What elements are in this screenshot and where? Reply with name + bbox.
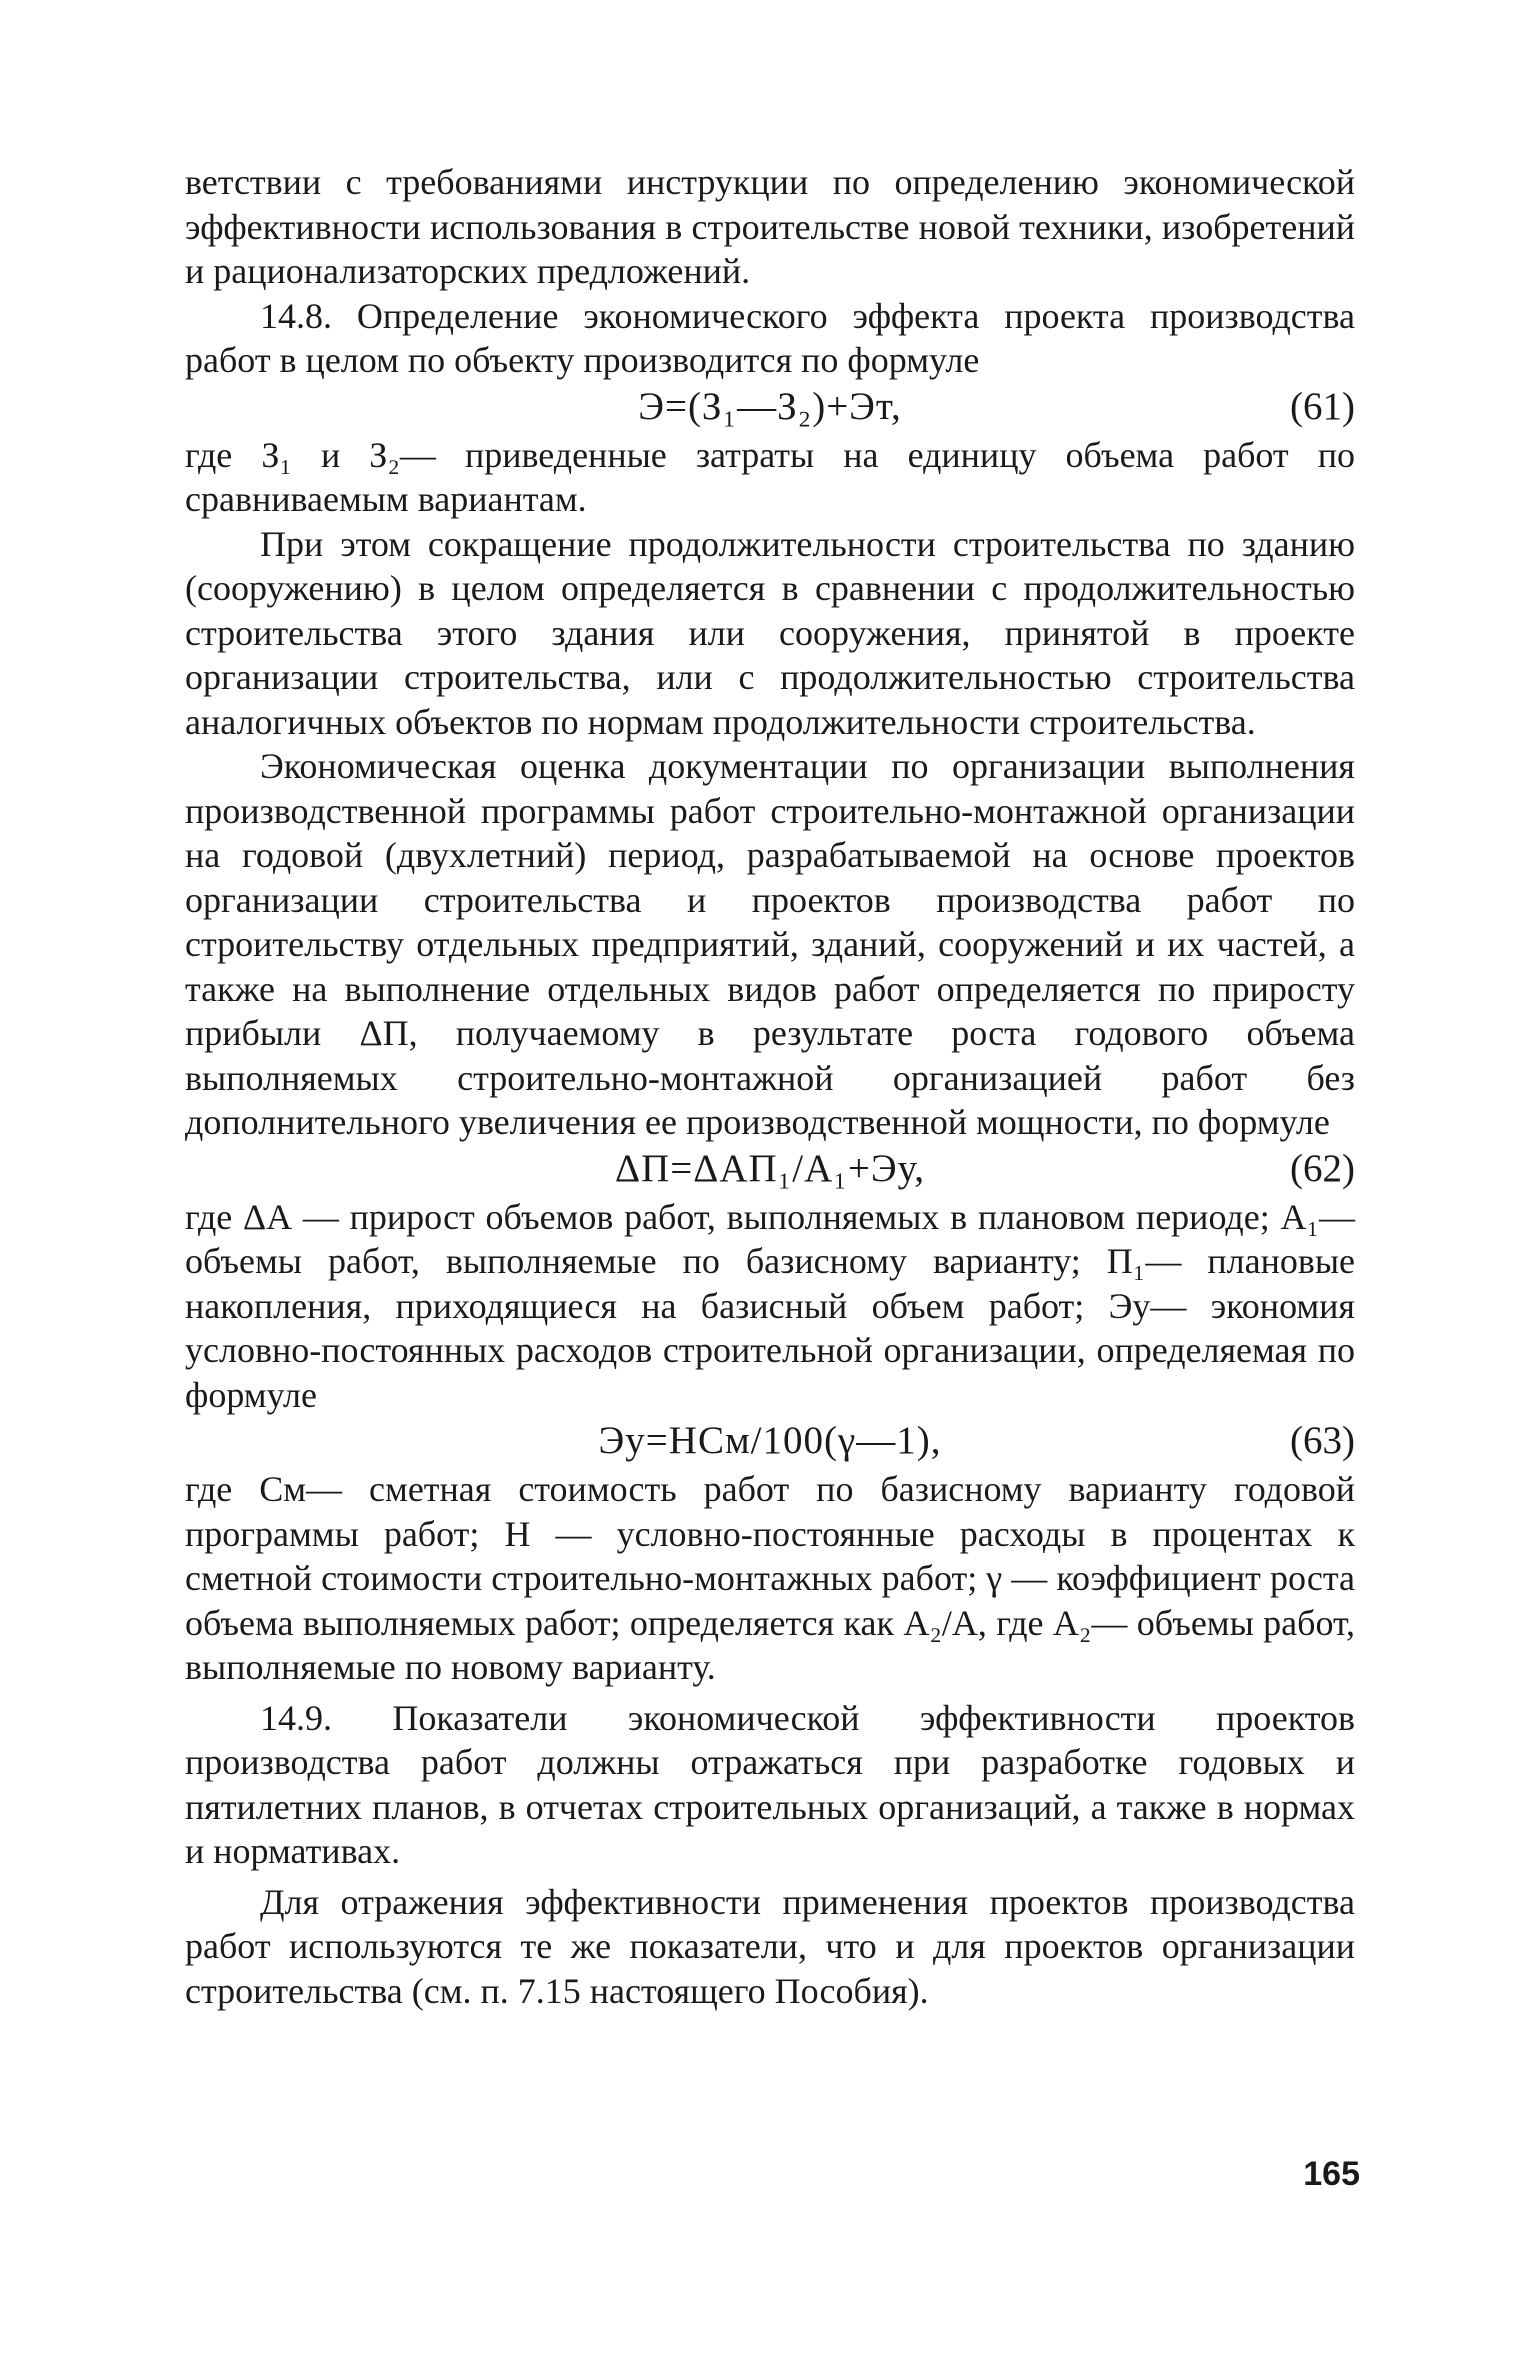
- paragraph-where-cm: где См— сметная стоимость работ по базисному варианту годовой программы работ; Н — условно-постоянные расходы в процентах к сметной стоимости строительно-монтажных работ; γ — коэффициент роста объема выполняемых работ; определяется как А₂/А, где А₂— объемы работ, выполняемые по новому варианту.: [185, 1469, 1355, 1687]
- formula-62-expression: ΔП=ΔАП₁/А₁+Эу,: [615, 1146, 925, 1190]
- paragraph-where-delta-a: где ΔА — прирост объемов работ, выполняемых в плановом периоде; А₁— объемы работ, выполняемые по базисному варианту; П₁— плановые накопления, приходящиеся на базисный объем работ; Эу— экономия условно-постоянных расходов строительной организации, определяемая по формуле: [185, 1196, 1355, 1415]
- paragraph-economic-assessment: Экономическая оценка документации по организации выполнения производственной программы работ строительно-монтажной организации на годовой (двухлетний) период, разрабатываемой на основе проектов организации строительства и проектов производства работ по строительству отдельных предприятий, зданий, сооружений и их частей, а также на выполнение отдельных видов работ определяется по приросту прибыли ΔП, получаемому в результате роста годового объема выполняемых строительно-монтажной организацией работ без дополнительного увеличения ее производственной мощности, по формуле: [185, 746, 1355, 1142]
- paragraph-14-8: 14.8. Определение экономического эффекта проекта производства работ в целом по объекту производится по формуле: [185, 295, 1355, 380]
- formula-63-expression: Эу=НСм/100(γ—1),: [598, 1419, 942, 1462]
- paragraph-14-9: 14.9. Показатели экономической эффективности проектов производства работ должны отражаться при разработке годовых и пятилетних планов, в отчетах строительных организаций, а также в нормах и нормативах.: [185, 1697, 1355, 1871]
- page-body: [185, 160, 1355, 2013]
- formula-61: [185, 385, 1355, 433]
- paragraph-indicators: Для отражения эффективности применения проектов производства работ используются те же показатели, что и для проектов организации строительства (см. п. 7.15 настоящего Пособия).: [185, 1881, 1355, 2011]
- formula-62-number: (62): [1290, 1146, 1355, 1190]
- paragraph-continuation: ветствии с требованиями инструкции по определению экономической эффективности использования в строительстве новой техники, изобретений и рационализаторских предложений.: [185, 162, 1355, 291]
- formula-61-expression: Э=(З₁—З₂)+Эт,: [638, 384, 902, 428]
- formula-62: [185, 1147, 1355, 1195]
- formula-63: [185, 1419, 1355, 1467]
- paragraph-where-z: где З₁ и З₂— приведенные затраты на единицу объема работ по сравниваемым вариантам.: [185, 434, 1355, 519]
- formula-63-number: (63): [1290, 1419, 1355, 1462]
- page-number: 165: [1303, 2155, 1360, 2193]
- paragraph-duration: При этом сокращение продолжительности строительства по зданию (сооружению) в целом определяется в сравнении с продолжительностью строительства этого здания или сооружения, принятой в проекте организации строительства, или с продолжительностью строительства аналогичных объектов по нормам продолжительности строительства.: [185, 523, 1355, 742]
- formula-61-number: (61): [1290, 384, 1355, 428]
